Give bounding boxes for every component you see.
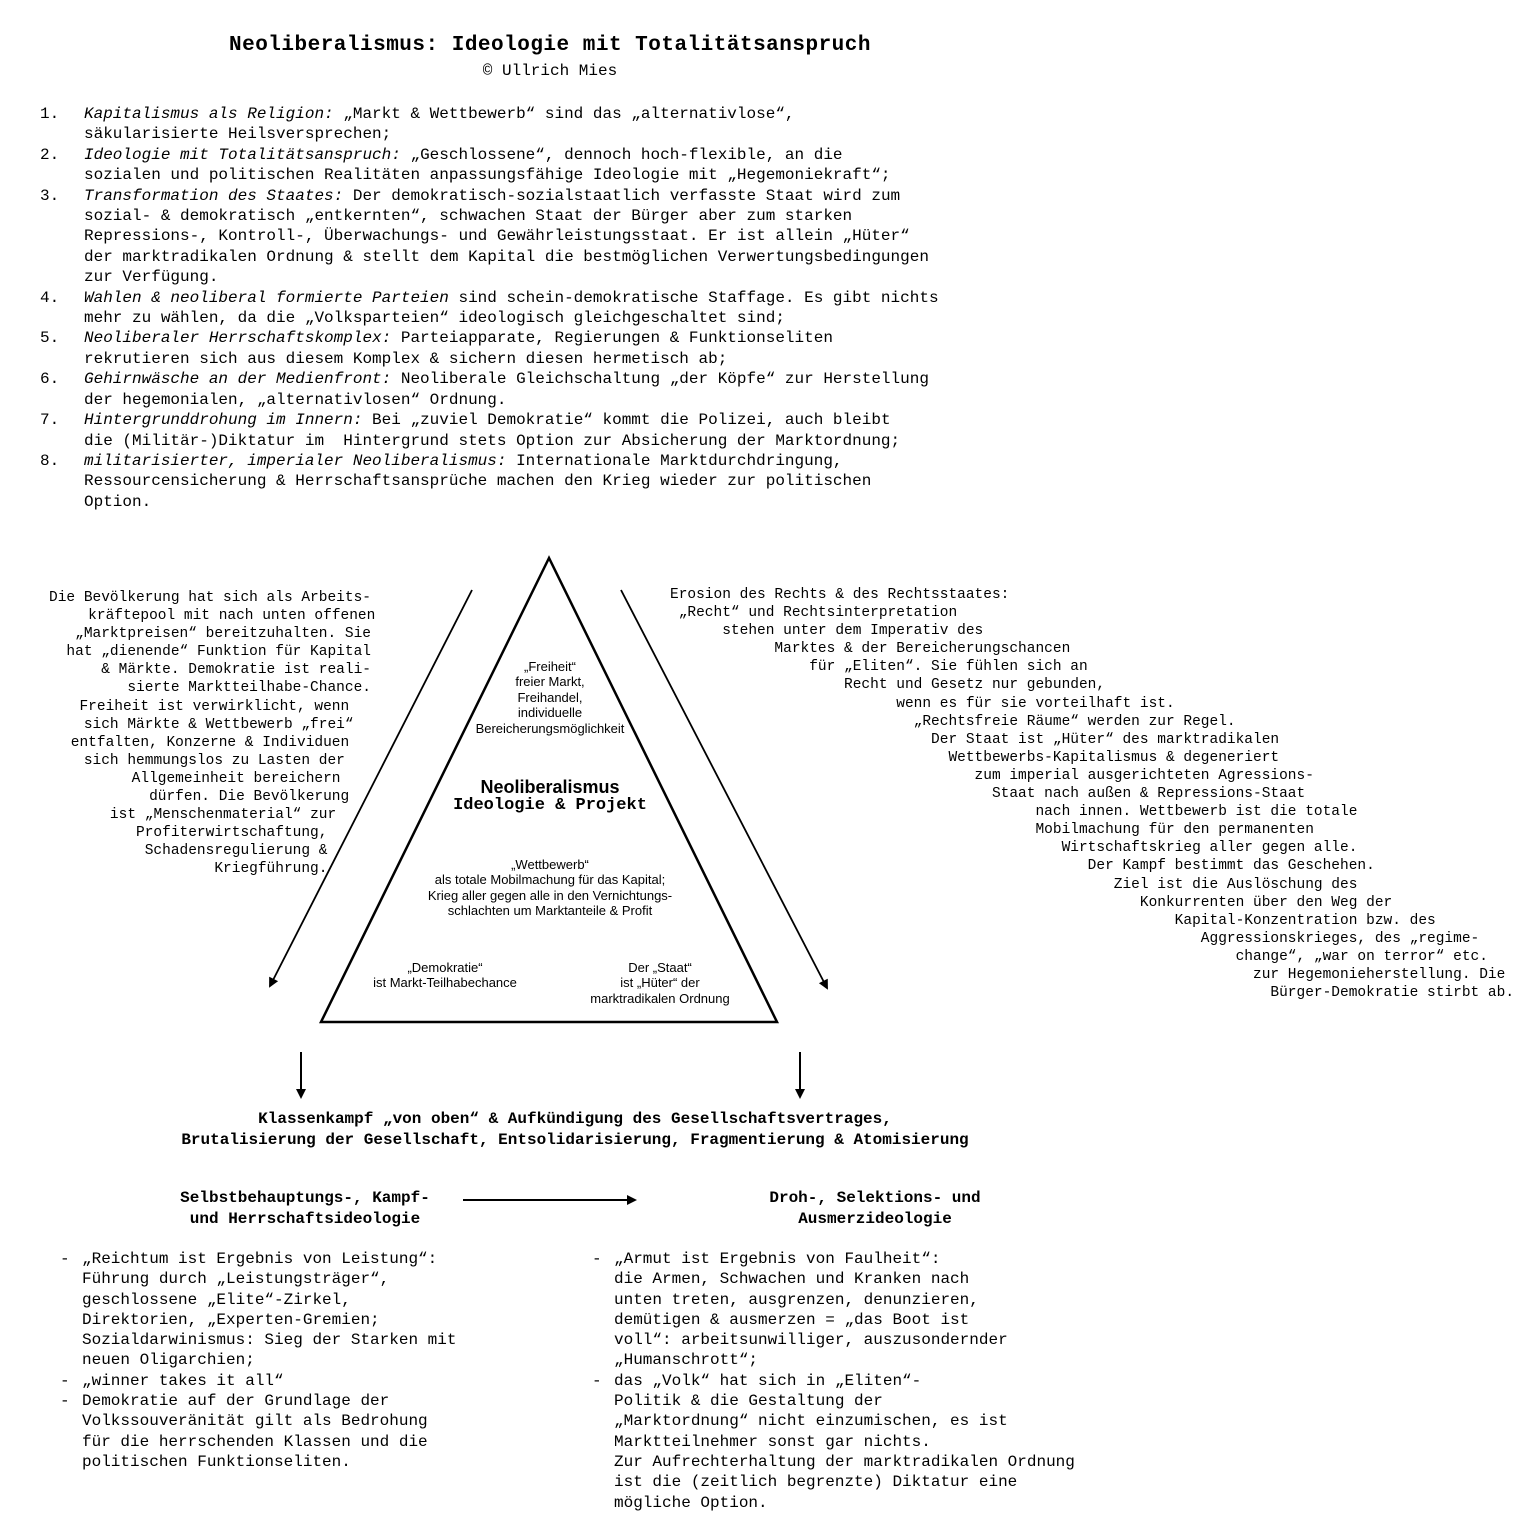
left-description: Die Bevölkerung hat sich als Arbeits- kräftepool mit nach unten offenen „Marktpreisen“ bereitzuhalten. Sie hat „dienende“ Funktion für Kapital & Märkte. Demokratie ist reali- sierte Marktteilhabe-Chance. Freiheit ist verwirklicht, wenn sich Märkte & Wettbewerb „frei“ entfalten, Konzerne & Individuen sich hemmungslos zu Lasten der Allgemeinheit bereichern dürfen. Die Bevölkerung ist „Menschenmaterial“ zur Profiterwirtschaftung, Schadensregulierung & Kriegführung.	[49, 590, 376, 878]
thesis-body: Bei „zuviel Demokratie“ kommt die Polizei, auch bleibt die (Militär-)Diktatur im Hintergrund stets Option zur Absicherung der Marktordnung;	[84, 411, 901, 450]
list-item-text: das „Volk“ hat sich in „Eliten“- Politik & die Gestaltung der „Marktordnung“ nicht einzumischen, es ist Marktteilnehmer sonst gar nichts. Zur Aufrechterhaltung der marktradikalen Ordnung ist die (zeitlich begrenzte) Diktatur eine mögliche Option.	[614, 1371, 1075, 1512]
thesis-heading: Ideologie mit Totalitätsanspruch:	[84, 145, 401, 164]
thesis-body: Der demokratisch-sozialstaatlich verfasste Staat wird zum sozial- & demokratisch „entkernten“, schwachen Staat der Bürger aber zum starken Repressions-, Kontroll-, Überwachungs- und Gewährleistungsstaat. Er ist allein „Hüter“ der marktradikalen Ordnung & stellt dem Kapital die bestmöglichen Verwertungsbedingungen zur Verfügung.	[84, 186, 929, 287]
thesis-number: 7.	[40, 411, 60, 430]
list-item	[592, 1249, 1202, 1371]
thesis-number: 3.	[40, 186, 60, 205]
thesis-number: 5.	[40, 329, 60, 348]
right-ideology-heading: Droh-, Selektions- und Ausmerzideologie	[769, 1189, 981, 1228]
thesis-heading: Transformation des Staates:	[84, 186, 344, 205]
right-description: Erosion des Rechts & des Rechtsstaates: „Recht“ und Rechtsinterpretation stehen unter dem Imperativ des Marktes & der Bereicherungschancen für „Eliten“. Sie fühlen sich an Recht und Gesetz nur gebunden, wenn es für sie vorteilhaft ist. „Rechtsfreie Räume“ werden zur Regel. Der Staat ist „Hüter“ des marktradikalen Wettbewerbs-Kapitalismus & degeneriert zum imperial ausgerichteten Agressions- Staat nach außen & Repressions-Staat nach innen. Wettbewerb ist die totale Mobilmachung für den permanenten Wirtschaftskrieg aller gegen alle. Der Kampf bestimmt das Geschehen. Ziel ist die Auslöschung des Konkurrenten über den Weg der Kapital-Konzentration bzw. des Aggressionskrieges, des „regime- change“, „war on terror“ etc. zur Hegemonieherstellung. Die Bürger-Demokratie stirbt ab.	[670, 587, 1514, 1002]
thesis-number: 1.	[40, 105, 60, 123]
thesis-number: 4.	[40, 288, 60, 307]
triangle-bottom-left-text: „Demokratie“ ist Markt-Teilhabechance	[373, 960, 517, 991]
thesis-heading: Wahlen & neoliberal formierte Parteien	[84, 288, 449, 307]
list-item-text: Demokratie auf der Grundlage der Volkssouveränität gilt als Bedrohung für die herrschenden Klassen und die politischen Funktionseliten.	[82, 1392, 428, 1471]
thesis-number: 8.	[40, 451, 60, 470]
triangle-middle-text: „Wettbewerb“ als totale Mobilmachung für das Kapital; Krieg aller gegen alle in den Vernichtungs- schlachten um Marktanteile & Profit	[427, 857, 673, 919]
thesis-body: „Geschlossene“, dennoch hoch-flexible, an die sozialen und politischen Realitäten anpassungsfähige Ideologie mit „Hegemoniekraft“;	[84, 145, 891, 185]
triangle-bottom-right-text: Der „Staat“ ist „Hüter“ der marktradikalen Ordnung	[590, 960, 730, 1006]
list-item-text: „winner takes it all“	[82, 1371, 284, 1390]
thesis-body: Internationale Marktdurchdringung, Ressourcensicherung & Herrschaftsansprüche machen den Krieg wieder zur politischen Option.	[84, 451, 872, 511]
list-item-text: „Armut ist Ergebnis von Faulheit“: die Armen, Schwachen und Kranken nach unten treten, ausgrenzen, denunzieren, demütigen & ausmerzen = „das Boot ist voll“: arbeitsunwilliger, auszusondernder „Humanschrott“;	[614, 1250, 1008, 1370]
author-credit: © Ullrich Mies	[482, 62, 618, 80]
triangle-top-text: „Freiheit“ freier Markt, Freihandel, individuelle Bereicherungsmöglichkeit	[475, 659, 625, 736]
thesis-body: sind schein-demokratische Staffage. Es gibt nichts mehr zu wählen, da die „Volksparteien“ ideologisch gleichgeschaltet sind;	[84, 288, 939, 328]
right-bullet-list	[592, 1249, 1202, 1513]
list-item	[60, 1391, 550, 1472]
page-title: Neoliberalismus: Ideologie mit Totalitätsanspruch	[228, 34, 871, 57]
left-ideology-heading: Selbstbehauptungs-, Kampf- und Herrschaftsideologie	[180, 1189, 430, 1228]
triangle-center-title: Neoliberalismus	[480, 777, 620, 797]
class-struggle-line-1: Klassenkampf „von oben“ & Aufkündigung des Gesellschaftsvertrages,	[258, 1110, 892, 1128]
thesis-heading: militarisierter, imperialer Neoliberalismus:	[84, 451, 507, 470]
list-item	[60, 1249, 550, 1371]
class-struggle-line-2: Brutalisierung der Gesellschaft, Entsolidarisierung, Fragmentierung & Atomisierung	[181, 1131, 969, 1149]
dash-marker: -	[592, 1250, 602, 1268]
thesis-heading: Hintergrunddrohung im Innern:	[84, 411, 363, 430]
dash-marker: -	[592, 1371, 602, 1390]
triangle-center-subtitle: Ideologie & Projekt	[453, 796, 647, 815]
thesis-body: „Markt & Wettbewerb“ sind das „alternativlose“, säkularisierte Heilsversprechen;	[84, 105, 795, 144]
dash-marker: -	[60, 1392, 70, 1411]
dash-marker: -	[60, 1371, 70, 1390]
thesis-heading: Kapitalismus als Religion:	[84, 105, 334, 123]
thesis-number: 6.	[40, 370, 60, 389]
list-item	[592, 1371, 1202, 1513]
thesis-heading: Neoliberaler Herrschaftskomplex:	[84, 329, 392, 348]
thesis-heading: Gehirnwäsche an der Medienfront:	[84, 370, 392, 389]
thesis-body: Neoliberale Gleichschaltung „der Köpfe“ zur Herstellung der hegemonialen, „alternativlosen“ Ordnung.	[84, 370, 929, 409]
left-bullet-list	[60, 1249, 550, 1472]
thesis-body: Parteiapparate, Regierungen & Funktionseliten rekrutieren sich aus diesem Komplex & sichern diesen hermetisch ab;	[84, 329, 833, 368]
dash-marker: -	[60, 1250, 70, 1268]
thesis-number: 2.	[40, 145, 60, 164]
list-item	[60, 1371, 550, 1391]
list-item-text: „Reichtum ist Ergebnis von Leistung“: Führung durch „Leistungsträger“, geschlossene „Elite“-Zirkel, Direktorien, „Experten-Gremien; Sozialdarwinismus: Sieg der Starken mit neuen Oligarchien;	[82, 1250, 457, 1370]
